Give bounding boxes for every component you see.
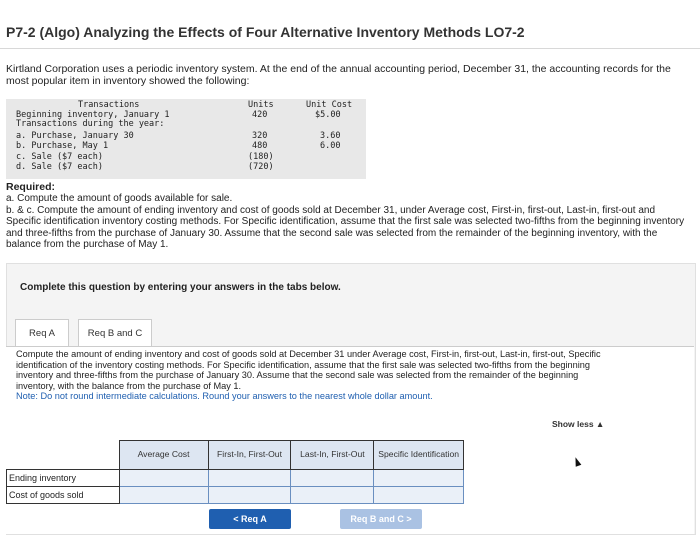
- col-average-cost: Average Cost: [119, 441, 208, 470]
- table-corner: [7, 441, 120, 470]
- row-units-purchase-may: 480: [252, 141, 268, 151]
- col-header-transactions: Transactions: [78, 100, 140, 110]
- row-ending-inventory: Ending inventory: [7, 470, 120, 487]
- required-text: [6, 193, 690, 251]
- row-units-purchase-jan: 320: [252, 131, 268, 141]
- ending-inventory-lifo-input[interactable]: [291, 470, 374, 487]
- content-note: Note: Do not round intermediate calculations. Round your answers to the nearest whole dollar amount.: [16, 391, 433, 401]
- row-units-sale-c: (180): [248, 152, 274, 162]
- row-label-sale-c: c. Sale ($7 each): [16, 152, 103, 162]
- required-bc: b. & c. Compute the amount of ending inventory and cost of goods sold at December 31, under Average cost, First-in, first-out, Last-in, first-out and Specific identification inventory costing methods. For Specific identification, assume that the first sale was selected two-fifths from the beginning inventory and three-fifths from the purchase of January 30. Assume that the second sale was selected from the remainder of the beginning inventory, with the balance from the purchase of May 1.: [6, 204, 685, 251]
- records-table: [6, 99, 366, 179]
- col-header-units: Units: [248, 100, 274, 110]
- col-fifo: First-In, First-Out: [208, 441, 291, 470]
- row-units-sale-d: (720): [248, 162, 274, 172]
- panel-instruction: Complete this question by entering your answers in the tabs below.: [20, 282, 341, 293]
- row-label-purchase-may: b. Purchase, May 1: [16, 141, 109, 151]
- row-cost-purchase-jan: 3.60: [320, 131, 341, 141]
- cogs-lifo-input[interactable]: [291, 487, 374, 504]
- col-header-unit-cost: Unit Cost: [306, 100, 353, 110]
- tab-req-b-and-c[interactable]: Req B and C: [78, 319, 152, 348]
- title-divider: [0, 48, 700, 49]
- problem-intro: Kirtland Corporation uses a periodic inventory system. At the end of the annual accounting period, December 31, the accounting records for the most popular item in inventory showed the following:: [6, 63, 671, 87]
- page-title: P7-2 (Algo) Analyzing the Effects of Four Alternative Inventory Methods LO7-2: [6, 24, 525, 40]
- ending-inventory-average-input[interactable]: [119, 470, 208, 487]
- row-cost-of-goods-sold: Cost of goods sold: [7, 487, 120, 504]
- row-cost-purchase-may: 6.00: [320, 141, 341, 151]
- row-cost-beginning: $5.00: [315, 110, 341, 120]
- required-a: a. Compute the amount of goods available for sale.: [6, 193, 233, 204]
- ending-inventory-specific-input[interactable]: [374, 470, 464, 487]
- cogs-specific-input[interactable]: [374, 487, 464, 504]
- required-label: Required:: [6, 181, 56, 193]
- row-label-purchase-jan: a. Purchase, January 30: [16, 131, 134, 141]
- answer-table: [6, 440, 464, 504]
- show-less-link[interactable]: Show less ▲: [552, 419, 605, 429]
- ending-inventory-fifo-input[interactable]: [208, 470, 291, 487]
- row-label-sale-d: d. Sale ($7 each): [16, 162, 103, 172]
- col-lifo: Last-In, First-Out: [291, 441, 374, 470]
- cogs-fifo-input[interactable]: [208, 487, 291, 504]
- cogs-average-input[interactable]: [119, 487, 208, 504]
- tab-content-text: [16, 349, 616, 402]
- row-units-beginning: 420: [252, 110, 268, 120]
- row-label-transactions: Transactions during the year:: [16, 119, 165, 129]
- col-specific-id: Specific Identification: [374, 441, 464, 470]
- next-req-button[interactable]: Req B and C >: [340, 509, 422, 529]
- row-label-beginning: Beginning inventory, January 1: [16, 110, 170, 120]
- prev-req-button[interactable]: < Req A: [209, 509, 291, 529]
- tab-req-a[interactable]: Req A: [15, 319, 69, 348]
- content-instructions: Compute the amount of ending inventory and cost of goods sold at December 31 under Average cost, First-in, first-out, Last-in, first-out, Specific identification of the inventory costing methods. For Specific identification, assume that the first sale was selected two-fifths from the beginning inventory and three-fifths from the purchase of January 30. Assume that the second sale was selected from the remainder of the beginning inventory, with the balance from the purchase of May 1.: [16, 349, 601, 391]
